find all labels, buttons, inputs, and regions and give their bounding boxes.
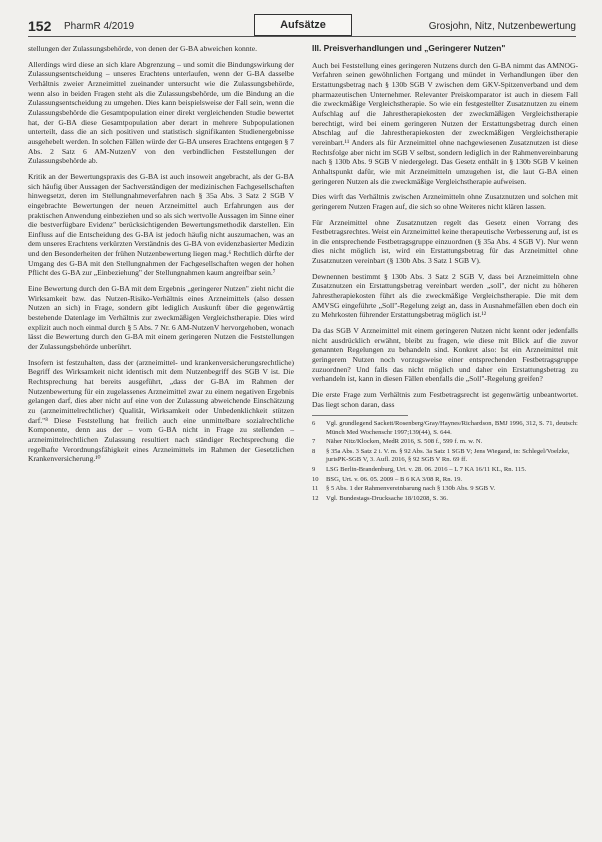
journal-issue: PharmR 4/2019 xyxy=(64,21,135,32)
footnote-number: 8 xyxy=(312,447,316,455)
footnote-number: 11 xyxy=(312,485,319,493)
footnote-text: Näher Nitz/Klocken, MedR 2016, S. 508 f., 599 f. m. w. N. xyxy=(326,438,483,446)
footnote-number: 9 xyxy=(312,465,316,473)
running-authors: Grosjohn, Nitz, Nutzenbewertung xyxy=(428,21,576,32)
footnote-text: LSG Berlin-Brandenburg, Urt. v. 28. 06. 2016 – L 7 KA 16/11 KL, Rn. 115. xyxy=(326,465,527,473)
footnote xyxy=(312,495,578,503)
footnote-text: Vgl. Bundestags-Drucksache 18/10208, S. 36. xyxy=(326,494,448,502)
footnote xyxy=(312,466,578,474)
header-rule xyxy=(28,36,576,37)
paragraph: Für Arzneimittel ohne Zusatznutzen regelt das Gesetz einen Vorrang des Festbetragsrechtes. Weist ein Arzneimittel keine therapeutische Verbesserung auf, ist es in die entsprechende Festbetragsgruppe einzuordnen (§ 35a Abs. 4 SGB V). Nur wenn dies nicht möglich ist, wird ein Erstattungsbetrag für das Arzneimittel ohne Zusatznutzen vereinbart (§ 130b Abs. 3 Satz 1 SGB V). xyxy=(312,217,578,266)
footnote xyxy=(312,448,578,464)
footnote-text: § 35a Abs. 3 Satz 2 i. V. m. § 92 Abs. 3a Satz 1 SGB V; Jens Wiegand, in: Schlegel/Voelzke, jurisPK-SGB V, 3. Aufl. 2016, § 92 SGB V Rn. 69 ff. xyxy=(326,447,570,464)
page-header xyxy=(28,12,576,36)
footnote xyxy=(312,438,578,446)
paragraph: Eine Bewertung durch den G-BA mit dem Ergebnis „geringerer Nutzen" zieht nicht die Wirksamkeit bzw. das Nutzen-Risiko-Verhältnis eines Arzneimittels (also dessen Nutzen an sich) in Frage, sondern gibt lediglich Auskunft über die gegenwärtig bestehende Datenlage im Verhältnis zur zweckmäßigen Vergleichstherapie. Dies wird explizit auch noch einmal durch § 5 Abs. 7 Nr. 6 AM-NutzenV hervorgehoben, wonach lässt die Bewertung durch den G-BA mit einem geringeren Nutzen die Feststellungen der Zulassungsbehörde unberührt. xyxy=(28,284,294,352)
paragraph: Allerdings wird diese an sich klare Abgrenzung – und somit die Bindungswirkung der Zulassungsentscheidung – unseres Erachtens unterlaufen, wenn der G-BA dasselbe Verhältnis zweier Arzneimittel zueinander untersucht wie die Zulassungsbehörde, wenn also in beiden Fragen steht als die Zulassungsbehörde, um die Bindung an die Zulassungsentscheidung zu umgehen. Dies kann beispielsweise der Fall sein, wenn die Zulassungsbehörde die Gesamtpopulation einer direkt vergleichenden Studie bewertet hat, der G-BA diese Gesamtpopulation aber derart in mehrere Subpopulationen unterteilt, dass die an sich positiven und statistisch signifikanten Studienergebnisse ausgehebelt werden. In solchen Fällen würde der G-BA unseres Erachtens entgegen § 7 Abs. 2 Satz 6 AM-NutzenV von den verbindlichen Feststellungen der Zulassungsbehörde ab. xyxy=(28,59,294,166)
paragraph: Da das SGB V Arzneimittel mit einem geringeren Nutzen nicht kennt oder jedenfalls nicht ausdrücklich erwähnt, bleibt zu fragen, wie diese mit Blick auf die zuvor genannten Regelungen zu behandeln sind. Konkret also: Ist ein Arzneimittel mit geringerem Nutzen noch vorzugsweise einer entsprechenden Festbetragsgruppe zuzuordnen? Und falls das nicht möglich und daher ein Erstattungsbetrag zu verhandeln ist, kann in diesen Fällen ebenfalls die „Soll"-Regelung greifen? xyxy=(312,326,578,384)
footnotes xyxy=(312,420,578,503)
footnote-text: § 5 Abs. 1 der Rahmenvereinbarung nach § 130b Abs. 9 SGB V. xyxy=(326,485,496,493)
section-heading: III. Preisverhandlungen und „Geringerer Nutzen" xyxy=(312,43,506,53)
footnote-number: 10 xyxy=(312,475,319,483)
footnote xyxy=(312,420,578,436)
paragraph: Dies wirft das Verhältnis zwischen Arzneimitteln ohne Zusatznutzen und solchen mit geringerem Nutzen Fragen auf, die sich so ohne Weiteres nicht klären lassen. xyxy=(312,192,578,211)
footnote-number: 12 xyxy=(312,494,319,502)
footnote-number: 6 xyxy=(312,420,316,428)
page-number: 152 xyxy=(28,18,52,34)
footnote xyxy=(312,485,578,493)
paragraph: Insofern ist festzuhalten, dass der (arzneimittel- und krankenversicherungsrechtliche) Begriff des Wirksamkeit nicht identisch mit dem Nutzenbegriff des SGB V ist. Die Rechtsprechung hat bereits ausgeführt, „dass der G-BA im Rahmen der Nutzenbewertung für ein zugelassenes Arzneimittel zwar zu einem negativen Ergebnis gelangen darf, dies aber nicht auf eine von der Zulassung abweichende Einschätzung zu (arzneimittelrechtlicher) Qualität, Wirksamkeit oder Unbedenklichkeit stützen darf."⁸ Diese Feststellung hat freilich auch eine unmittelbare sozialrechtliche Komponente, denn aus der – vom G-BA nicht in Frage zu stellenden – arzneimittelrechtlichen Zulassung resultiert nach ständiger Rechtsprechung die regelhafte Verordnungsfähigkeit eines Arzneimittels im Rahmen der Gesetzlichen Krankenversicherung.¹⁰ xyxy=(28,357,294,464)
paragraph: Dewnennen bestimmt § 130b Abs. 3 Satz 2 SGB V, dass bei Arzneimitteln ohne Zusatznutzen ein Erstattungsbetrag vereinbart werden „soll", der nicht zu höheren Jahrestherapiekosten führt als die zweckmäßige Vergleichstherapie. Die mit dem AMVSG eingeführte „Soll"-Regelung zeigt an, dass in Ausnahmefällen eben doch ein zu Mehrkosten führender Erstattungsbetrag möglich ist.¹² xyxy=(312,271,578,320)
footnote-text: BSG, Urt. v. 06. 05. 2009 – B 6 KA 3/08 R, Rn. 19. xyxy=(326,475,463,483)
footnote-text: Vgl. grundlegend Sackett/Rosenberg/Gray/Haynes/Richardson, BMJ 1996, 312, S. 71, deutsch: Münch Med Wochenschr 1997;139(44), S. 644. xyxy=(326,420,578,436)
footnote xyxy=(312,476,578,484)
section-label: Aufsätze xyxy=(254,14,352,36)
paragraph: Auch bei Feststellung eines geringeren Nutzens durch den G-BA nimmt das AMNOG-Verfahren seinen gewöhnlichen Fortgang und mündet in Verhandlungen über den Erstattungsbetrag nach § 130b SGB V zwischen dem GKV-Spitzenverband und dem pharmazeutischen Unternehmer. Relevanter Preiskomparator ist auch in diesem Fall die zweckmäßige Vergleichstherapie. So wie ein festgestellter Zusatznutzen zu einem Aufschlag auf die Jahrestherapiekosten der zweckmäßigen Vergleichstherapie berechtigt, wird bei einem geringeren Nutzen der Erstattungsbetrag durch einen Abschlag auf die Jahrestherapiekosten der zweckmäßigen Vergleichstherapie vereinbart.¹¹ Anders als für Arzneimittel ohne nachgewiesenen Zusatznutzen ist diese Rechtsfolge aber nicht im SGB V selbst, sondern lediglich in der Rahmenvereinbarung nach § 130b Abs. 9 SGB V niedergelegt. Das Gesetz enthält in § 130b SGB V keinen Anhaltspunkt dafür, wie mit Arzneimitteln umzugehen ist, die laut G-BA einen geringeren Nutzen als die zweckmäßige Vergleichstherapie aufweisen. xyxy=(312,60,578,186)
left-column xyxy=(28,44,294,470)
right-column xyxy=(312,44,578,505)
footnote-rule xyxy=(312,415,408,416)
footnote-number: 7 xyxy=(312,438,316,446)
paragraph: stellungen der Zulassungsbehörde, von denen der G-BA abweichen konnte. xyxy=(28,44,258,53)
paragraph: Die erste Frage zum Verhältnis zum Festbetragsrecht ist gegenwärtig unbeantwortet. Das liegt schon daran, dass xyxy=(312,390,578,409)
paragraph: Kritik an der Bewertungspraxis des G-BA ist auch insoweit angebracht, als der G-BA sich häufig über Aussagen der Sachverständigen der medizinischen Fachgesellschaften hinwegsetzt, deren im Stellungnahmeverfahren nach § 35a Abs. 3 Satz 2 SGB V eingebrachte Bewertungen der neuen Arzneimittel auch Erfahrungen aus der praktischen Anwendung einbeziehen und so als sich wertvolle Aussagen im Sinne einer die bestverfügbare Evidenz" berücksichtigenden Bewertungsmethodik darstellen. Ein Einfluss auf die Entscheidung des G-BA ist jedoch häufig nicht auszumachen, was an dem unseres Erachtens verkürzten Verständnis des G-BA von evidenzbasierter Medizin und den Besonderheiten der frühen Nutzenbewertung liegen mag.⁶ Rechtlich dürfte der Umgang des G-BA mit den Stellungnahmen der Fachgesellschaften wegen der hohen Pflicht des G-BA zur „Einbeziehung" der Stellungnahmen kaum angreifbar sein.⁷ xyxy=(28,171,294,278)
